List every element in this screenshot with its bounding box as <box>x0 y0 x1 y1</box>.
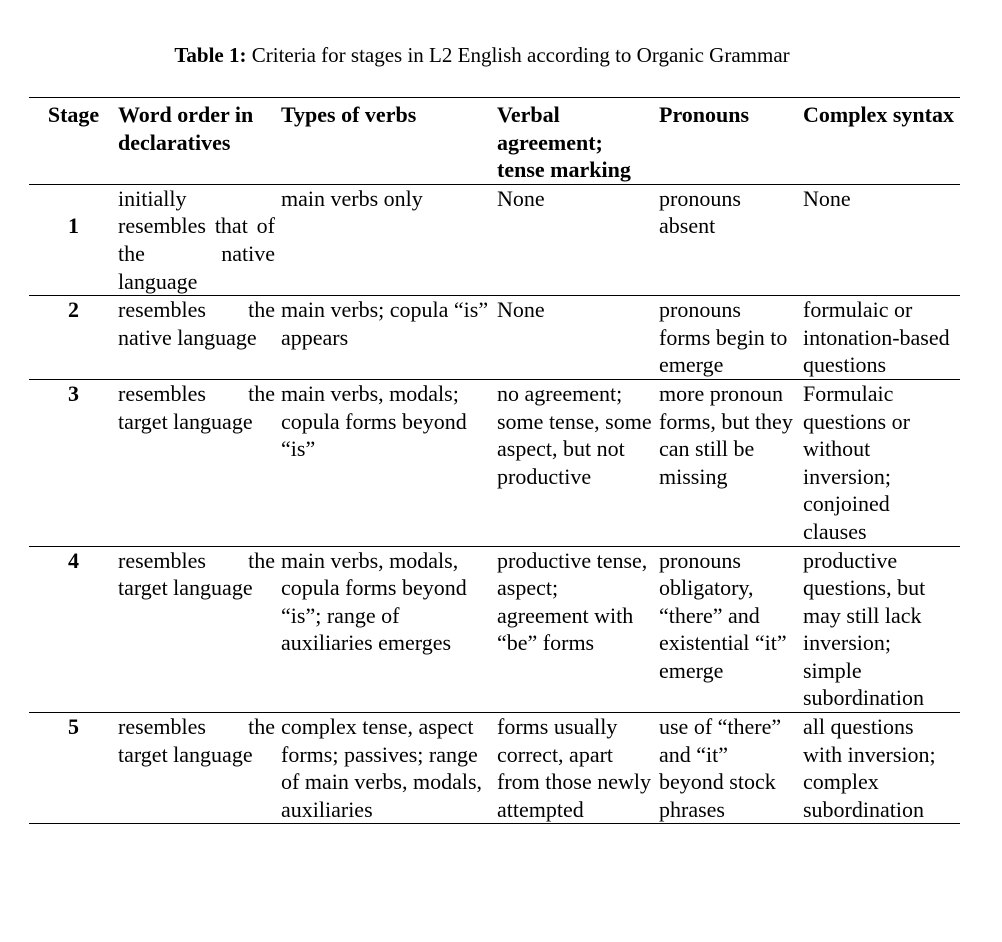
verb-types-cell: complex tense, aspect forms; passives; range of main verbs, modals, auxiliaries <box>281 713 497 824</box>
syntax-cell: formulaic or intonation-based questions <box>803 296 960 380</box>
agreement-cell: no agreement; some tense, some aspect, but not productive <box>497 379 659 546</box>
word-order-cell <box>118 379 281 546</box>
pronouns-cell: pronouns obligatory, “there” and existential “it” emerge <box>659 546 803 713</box>
word-order-text: resembles the native language <box>118 297 275 350</box>
stage-number: 2 <box>68 297 79 323</box>
table-row <box>29 379 960 546</box>
verb-types-cell: main verbs only <box>281 184 497 295</box>
agreement-cell: None <box>497 296 659 380</box>
word-order-cell <box>118 184 281 295</box>
table-row <box>29 713 960 824</box>
word-order-cell <box>118 713 281 824</box>
word-order-text: initially resembles that of the native language <box>118 185 275 294</box>
stage-number: 4 <box>68 547 79 573</box>
stage-number: 3 <box>68 380 79 406</box>
syntax-cell: productive questions, but may still lack inversion; simple subordination <box>803 546 960 713</box>
stage-cell <box>29 713 118 824</box>
table-caption <box>0 41 964 69</box>
header-complex-syntax: Complex syntax <box>803 98 960 185</box>
syntax-cell: all questions with inversion; complex subordination <box>803 713 960 824</box>
word-order-cell <box>118 546 281 713</box>
pronouns-cell: use of “there” and “it” beyond stock phrases <box>659 713 803 824</box>
agreement-cell: productive tense, aspect; agreement with “be” forms <box>497 546 659 713</box>
syntax-cell: None <box>803 184 960 295</box>
word-order-text: resembles the target language <box>118 714 275 767</box>
verb-types-cell: main verbs, modals, copula forms beyond “is”; range of auxiliaries emerges <box>281 546 497 713</box>
syntax-cell: Formulaic questions or without inversion; conjoined clauses <box>803 379 960 546</box>
stage-cell <box>29 379 118 546</box>
table-row <box>29 296 960 380</box>
word-order-text: resembles the target language <box>118 547 275 601</box>
verb-types-cell: main verbs; copula “is” appears <box>281 296 497 380</box>
table-row <box>29 184 960 295</box>
pronouns-cell: pronouns absent <box>659 184 803 295</box>
header-pronouns: Pronouns <box>659 98 803 185</box>
table-row <box>29 546 960 713</box>
word-order-cell <box>118 296 281 380</box>
table-header <box>29 98 960 185</box>
agreement-cell: forms usually correct, apart from those newly attempted <box>497 713 659 824</box>
criteria-table <box>29 97 960 824</box>
header-word-order: Word order in declaratives <box>118 98 281 185</box>
table-body <box>29 184 960 824</box>
stage-cell <box>29 184 118 295</box>
stage-cell <box>29 546 118 713</box>
pronouns-cell: pronouns forms begin to emerge <box>659 296 803 380</box>
caption-text: Criteria for stages in L2 English according to Organic Grammar <box>246 43 790 67</box>
pronouns-cell: more pronoun forms, but they can still be missing <box>659 379 803 546</box>
stage-number: 1 <box>68 212 79 238</box>
header-verb-types: Types of verbs <box>281 98 497 185</box>
stage-number: 5 <box>68 714 79 740</box>
stage-cell <box>29 296 118 380</box>
header-stage: Stage <box>29 98 118 185</box>
agreement-cell: None <box>497 184 659 295</box>
word-order-text: resembles the target language <box>118 380 275 434</box>
verb-types-cell: main verbs, modals; copula forms beyond “is” <box>281 379 497 546</box>
header-verbal-agreement: Verbal agreement; tense marking <box>497 98 659 185</box>
caption-label: Table 1: <box>174 43 247 67</box>
header-row <box>29 98 960 185</box>
